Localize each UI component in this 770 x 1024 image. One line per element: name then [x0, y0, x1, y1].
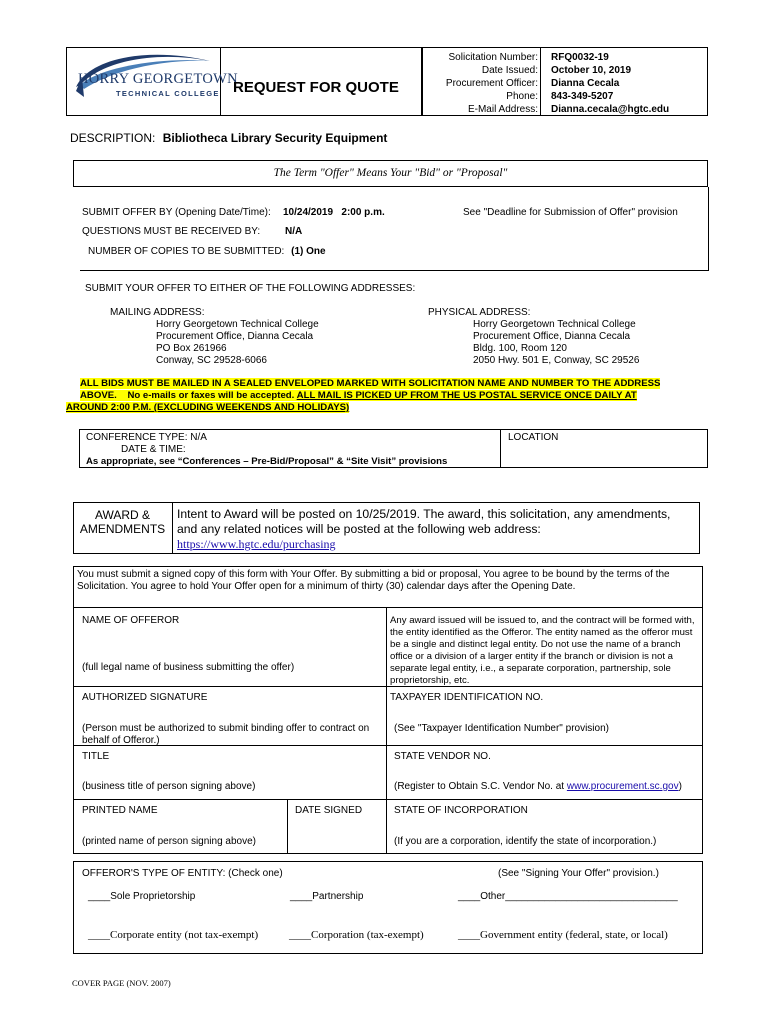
solicitation-info-divider: [540, 47, 541, 116]
date-signed-label: DATE SIGNED: [295, 805, 363, 816]
solicitation-number-value: RFQ0032-19: [551, 52, 609, 63]
award-label: [73, 508, 172, 536]
physical-line: Horry Georgetown Technical College: [473, 319, 636, 330]
state-inc-field[interactable]: [390, 818, 695, 834]
form-date-rule: [287, 799, 288, 854]
title-hint: (business title of person signing above): [82, 781, 256, 792]
mailing-notice: [66, 378, 708, 414]
date-issued-value: October 10, 2019: [551, 65, 632, 76]
authorized-signature-field[interactable]: [78, 704, 378, 722]
date-issued-label: Date Issued:: [481, 65, 538, 76]
physical-address-label: PHYSICAL ADDRESS:: [428, 307, 531, 318]
solicitation-number-label: Solicitation Number:: [448, 52, 538, 63]
questions-label: QUESTIONS MUST BE RECEIVED BY:: [82, 226, 261, 237]
taxpayer-hint: (See "Taxpayer Identification Number" provision): [394, 723, 609, 734]
notice-line3: AROUND 2:00 P.M. (EXCLUDING WEEKENDS AND HOLIDAYS): [66, 402, 350, 413]
description-label: DESCRIPTION:: [70, 131, 156, 145]
form-intro: You must submit a signed copy of this form with Your Offer. By submitting a bid or proposal, You agree to be bound by the terms of the Solicitation. You agree to hold Your Offer open for a minimum of thirty (30) calendar days after the Opening Date.: [77, 569, 670, 592]
authorized-signature-label: AUTHORIZED SIGNATURE: [82, 692, 208, 703]
entity-corporate[interactable]: ____Corporate entity (not tax-exempt): [88, 929, 259, 941]
copies-label: NUMBER OF COPIES TO BE SUBMITTED:: [88, 246, 285, 257]
phone-label: Phone:: [506, 91, 538, 102]
entity-other[interactable]: ____Other_______________________________: [458, 891, 678, 902]
solicitation-values: [551, 51, 669, 116]
deadline-note: See "Deadline for Submission of Offer" provision: [463, 207, 678, 218]
location-label: LOCATION: [508, 432, 559, 443]
questions-value: N/A: [285, 226, 303, 237]
purchasing-link[interactable]: https://www.hgtc.edu/purchasing: [177, 537, 336, 551]
email-value: Dianna.cecala@hgtc.edu: [551, 104, 670, 115]
printed-name-field[interactable]: [78, 818, 283, 834]
title-field[interactable]: [78, 763, 378, 779]
submit-offer-value: 10/24/2019 2:00 p.m.: [283, 207, 385, 218]
logo-line2: TECHNICAL COLLEGE: [116, 89, 220, 98]
name-hint: (full legal name of business submitting the offer): [82, 662, 295, 673]
solicitation-labels: [424, 51, 538, 116]
mailing-line: PO Box 261966: [156, 343, 227, 354]
printed-hint: (printed name of person signing above): [82, 836, 256, 847]
email-label: E-Mail Address:: [467, 104, 538, 115]
award-text-line1: Intent to Award will be posted on 10/25/2019. The award, this solicitation, any amendments,: [177, 507, 671, 521]
award-entity-note: Any award issued will be issued to, and the contract will be formed with, the entity identified as the Offeror. The entity named as the offeror must be a single and distinct legal entity. Do not use the name of a branch office or a division of a larger entity if the branch or division is not a separate legal entity, i.e., a separate corporation, partnership, sole proprietorship, etc.: [390, 615, 695, 686]
term-note: The Term "Offer" Means Your "Bid" or "Proposal": [273, 167, 508, 179]
addresses-intro: SUBMIT YOUR OFFER TO EITHER OF THE FOLLOWING ADDRESSES:: [85, 283, 416, 294]
procurement-officer-label: Procurement Officer:: [445, 78, 538, 89]
name-of-offeror-label: NAME OF OFFEROR: [82, 615, 180, 626]
title-label: TITLE: [82, 751, 110, 762]
state-vendor-hint-close: ): [678, 781, 682, 792]
conference-type: CONFERENCE TYPE: N/A: [86, 432, 207, 443]
authorized-hint: (Person must be authorized to submit binding offer to contract on behalf of Offeror.): [82, 723, 370, 746]
taxpayer-id-label: TAXPAYER IDENTIFICATION NO.: [390, 692, 544, 703]
state-vendor-field[interactable]: [390, 763, 695, 779]
conference-appropriate: As appropriate, see “Conferences – Pre-Bid/Proposal” & “Site Visit” provisions: [86, 456, 448, 467]
state-inc-hint: (If you are a corporation, identify the state of incorporation.): [394, 836, 657, 847]
phone-value: 843-349-5207: [551, 91, 614, 102]
notice-line2b: ALL MAIL IS PICKED UP FROM THE US POSTAL SERVICE ONCE DAILY AT: [296, 390, 637, 401]
form-rule: [73, 799, 703, 800]
entity-government[interactable]: ____Government entity (federal, state, or local): [458, 929, 668, 941]
printed-name-label: PRINTED NAME: [82, 805, 158, 816]
award-text-line2: and any related notices will be posted at the following web address:: [177, 522, 541, 536]
award-label-line2: AMENDMENTS: [79, 522, 166, 536]
award-label-line1: AWARD &: [94, 508, 151, 522]
section-divider: [80, 270, 708, 271]
name-of-offeror-field[interactable]: [78, 630, 378, 658]
procurement-link[interactable]: www.procurement.sc.gov: [566, 781, 679, 792]
copies-value: (1) One: [291, 246, 326, 257]
taxpayer-id-field[interactable]: [390, 704, 695, 722]
physical-address: [473, 319, 639, 367]
state-vendor-label: STATE VENDOR NO.: [394, 751, 491, 762]
award-divider: [172, 502, 173, 554]
conference-date: DATE & TIME:: [121, 444, 186, 455]
form-center-rule: [386, 607, 387, 854]
description-value: Bibliotheca Library Security Equipment: [162, 131, 388, 145]
copies-line: [88, 246, 326, 257]
form-rule: [73, 607, 703, 608]
logo-line1: HORRY GEORGETOWN: [78, 71, 238, 87]
state-vendor-hint-text: (Register to Obtain S.C. Vendor No. at: [394, 781, 567, 792]
procurement-officer-value: Dianna Cecala: [551, 78, 620, 89]
physical-line: Procurement Office, Dianna Cecala: [473, 331, 631, 342]
submit-offer-label: SUBMIT OFFER BY (Opening Date/Time):: [82, 207, 271, 218]
entity-type-note: (See "Signing Your Offer" provision.): [498, 868, 659, 879]
state-inc-label: STATE OF INCORPORATION: [394, 805, 528, 816]
mailing-address-label: MAILING ADDRESS:: [110, 307, 205, 318]
description: [70, 131, 387, 145]
physical-line: 2050 Hwy. 501 E, Conway, SC 29526: [473, 355, 640, 366]
state-vendor-hint: [394, 781, 682, 792]
mailing-line: Horry Georgetown Technical College: [156, 319, 319, 330]
mailing-line: Conway, SC 29528-6066: [156, 355, 267, 366]
entity-corporation-tax-exempt[interactable]: ____Corporation (tax-exempt): [289, 929, 424, 941]
section-divider-right: [708, 187, 709, 271]
page-title: REQUEST FOR QUOTE: [233, 79, 399, 96]
award-text: [177, 507, 670, 537]
date-signed-field[interactable]: [291, 818, 383, 850]
mailing-address: [156, 319, 319, 367]
notice-line2a: ABOVE. No e-mails or faxes will be accepted.: [80, 390, 295, 401]
physical-line: Bldg. 100, Room 120: [473, 343, 567, 354]
footer-label: COVER PAGE (NOV. 2007): [72, 978, 171, 988]
notice-line1: ALL BIDS MUST BE MAILED IN A SEALED ENVELOPED MARKED WITH SOLICITATION NAME AND NUMBER TO THE ADDRESS: [80, 378, 661, 389]
conference-divider: [500, 429, 501, 468]
entity-partnership[interactable]: ____Partnership: [290, 891, 364, 902]
mailing-line: Procurement Office, Dianna Cecala: [156, 331, 314, 342]
entity-sole-proprietorship[interactable]: ____Sole Proprietorship: [88, 891, 196, 902]
entity-type-label: OFFEROR'S TYPE OF ENTITY: (Check one): [82, 868, 283, 879]
college-logo: [70, 49, 238, 111]
